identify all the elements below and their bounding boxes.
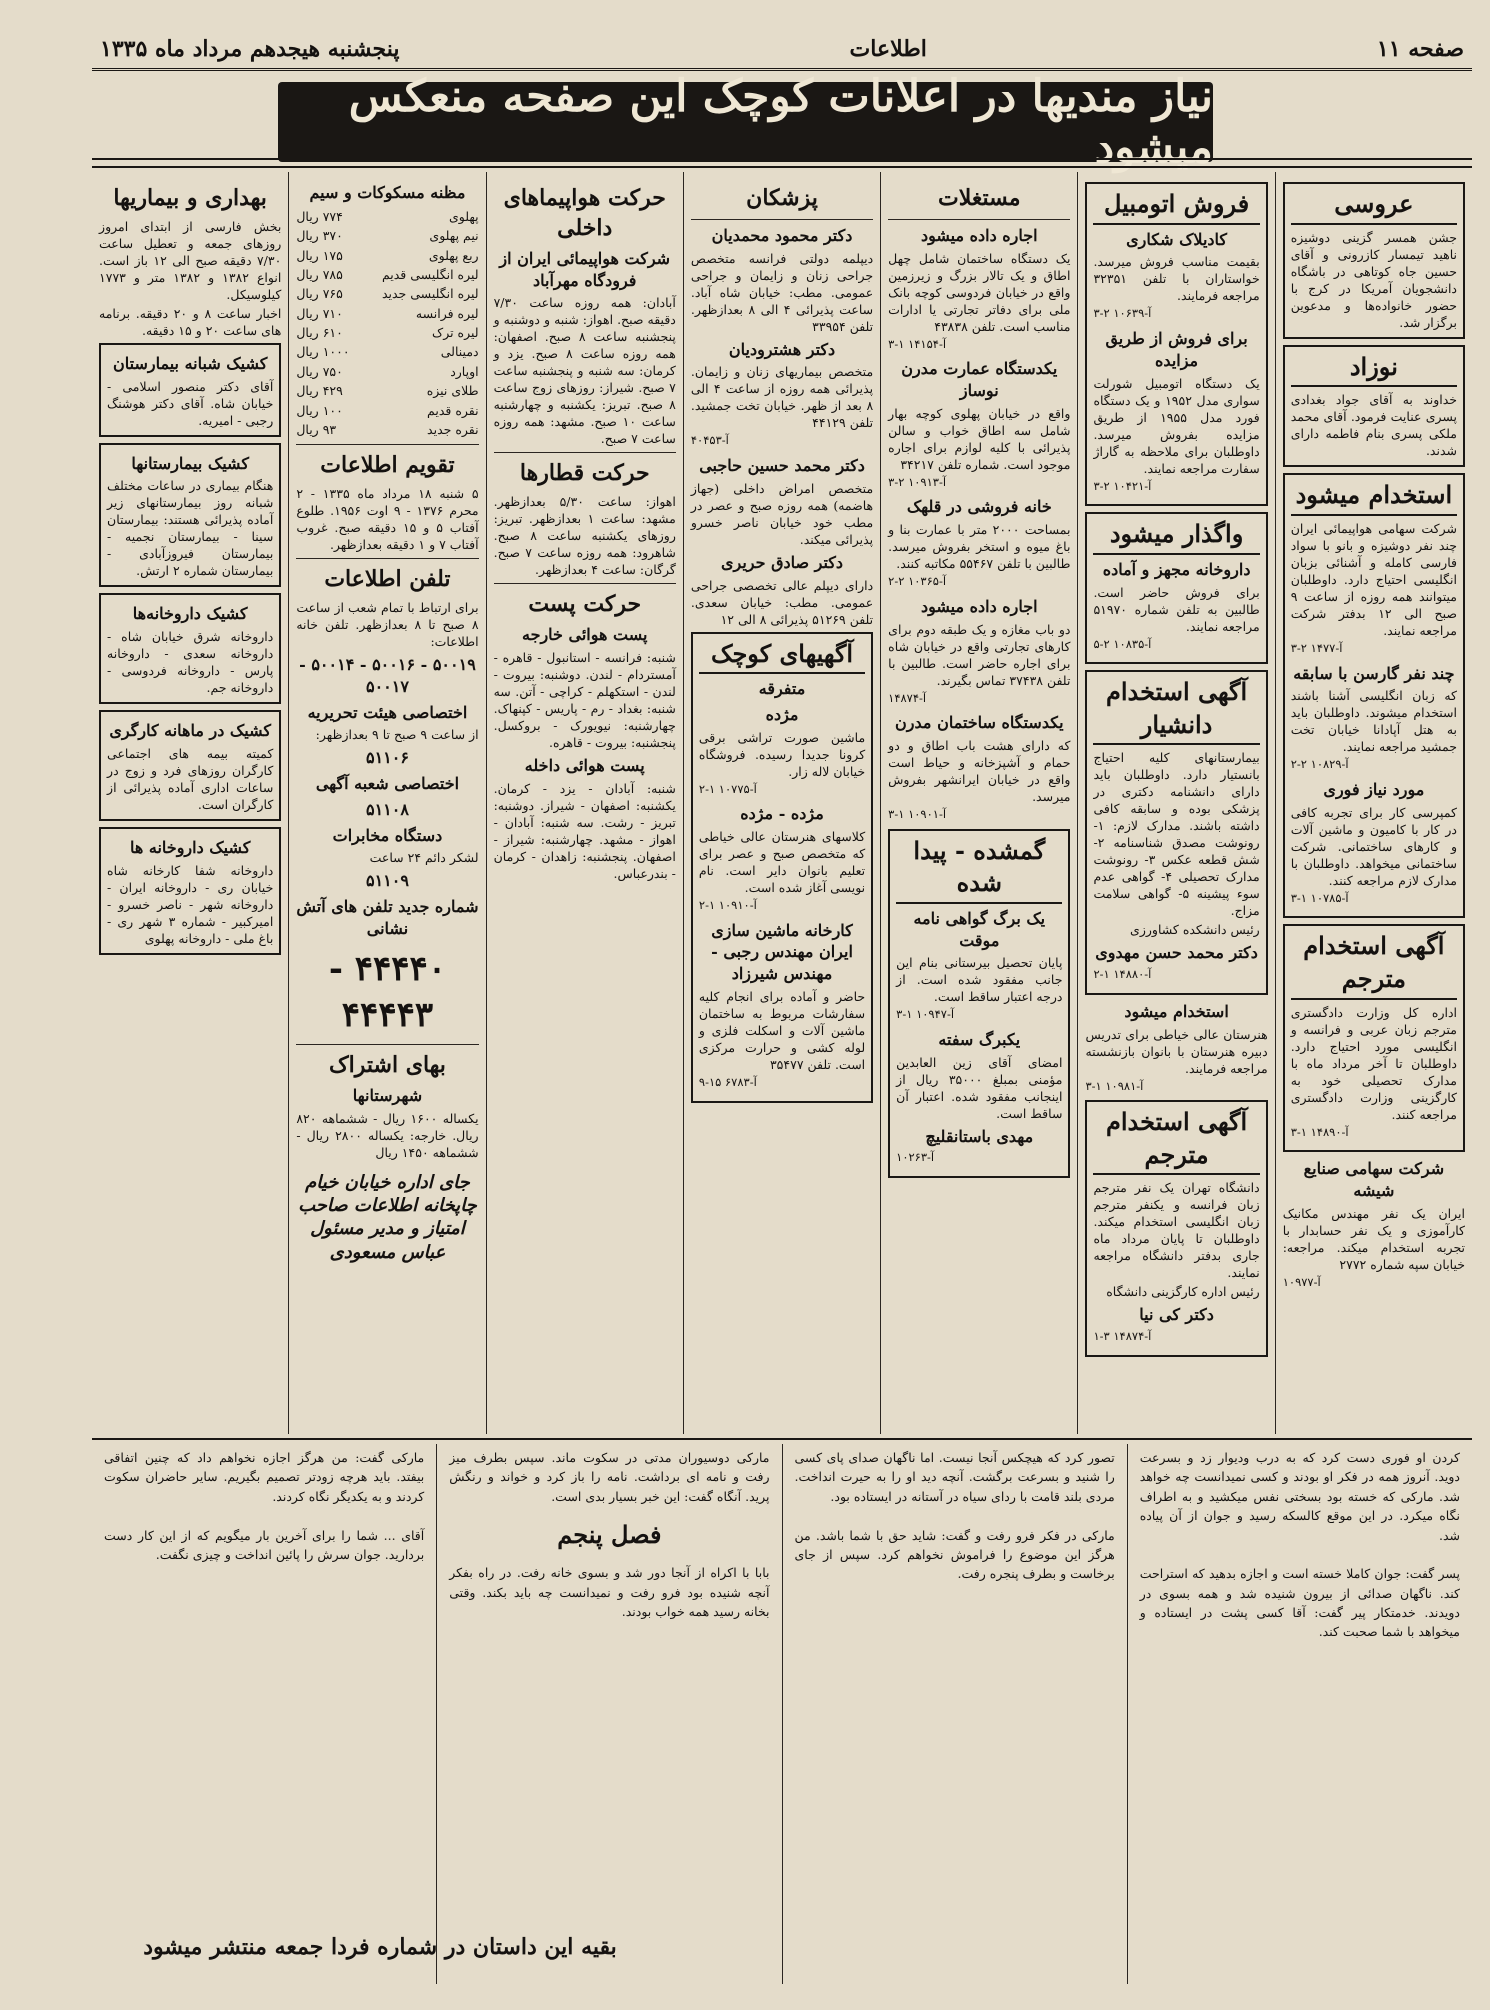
story-paragraph: مارکی دوسیوران مدتی در سکوت ماند. سپس بطرف میز رفت و نامه ای برداشت. نامه را باز کرد و خواند و رنگش پرید. آنگاه گفت: این خبر بسیار بدی است. <box>449 1450 770 1504</box>
column-rates-info <box>288 172 485 1434</box>
divider <box>494 452 676 453</box>
wedding-text: جشن همسر گزینی دوشیزه ناهید تیمسار کازرونی و آقای حسین جاه کوتاهی در باشگاه دانشجویان آمریکا در کرج با حضور خانواده‌ها و مدعوین برگزار شد. <box>1290 229 1457 330</box>
column-health <box>92 172 288 1434</box>
coin-rate-row <box>296 362 478 381</box>
garson-text: که زبان انگلیسی آشنا باشند استخدام میشوند. داوطلبان باید به هتل آپادانا خیابان تخت جمشید مراجعه نمایند. <box>1290 688 1457 755</box>
column-doctors <box>683 172 880 1434</box>
coin-rate-row <box>296 265 478 284</box>
ad-ref: آ-۴۰۴۵۳ <box>690 433 729 448</box>
realestate-title: مستغلات <box>938 185 1021 211</box>
night-shift-title: کشیک شبانه بیمارستان <box>113 353 268 373</box>
pharmacy-text: برای فروش حاضر است. طالبین به تلفن شماره ۵۱۹۷۰ مراجعه نمایند. <box>1093 584 1260 634</box>
coin-rate-row <box>296 420 478 439</box>
car-ad-title: کادیلاک شکاری <box>1126 229 1228 249</box>
hospitals-box <box>99 443 281 588</box>
certificate-text: پایان تحصیل بیرستانی بنام این جانب مفقود شده است. از درجه اعتبار ساقط است. <box>896 955 1063 1005</box>
story-column <box>92 1444 436 1984</box>
subscription-text: یکساله ۱۶۰۰ ریال - ششماهه ۸۲۰ ریال. خارجه: یکساله ۲۸۰۰ ریال - ششماهه ۱۴۵۰ ریال <box>296 1110 479 1160</box>
story-paragraph: مارکی در فکر فرو رفت و گفت: شاید حق با شما باشد. من هرگز این موضوع را فراموش نخواهم کرد. سپس از جای برخاست و بطرف پنجره رفت. <box>794 1527 1115 1582</box>
coin-value: ۶۱۰ ریال <box>296 325 343 340</box>
birth-title: نوزاد <box>1291 351 1457 388</box>
rent2-text: دو باب مغازه و یک طبقه دوم برای کارهای تجارتی واقع در خیابان شاه برای اجاره حاضر است. طالبین با تلفن ۳۷۴۳۸ تماس بگیرند. <box>888 621 1071 688</box>
coin-rate-row <box>296 381 478 400</box>
cars-title: فروش اتومبیل <box>1093 188 1259 225</box>
transfer-box <box>1085 512 1267 664</box>
post-title: حرکت پست <box>528 591 642 618</box>
coin-name: طلای نیزه <box>426 383 479 399</box>
ad-ref: آ-۱۰۹۸۱ ۱-۳ <box>1085 1078 1144 1093</box>
wedding-box <box>1283 182 1465 339</box>
classifieds-banner: نیاز مندیها در اعلانات کوچک این صفحه منعکس میشود <box>278 82 1213 162</box>
ad-ref: آ-۱۰۸۳۵ ۲-۵ <box>1093 636 1152 651</box>
urgent-text: کمپرسی کار برای تجربه کافی در کار با کامیون و ماشین آلات و کارهای ساختمانی. شرکت ساختمانی میخواهد. داوطلبان با مدارک لازم مراجعه کنند. <box>1290 804 1457 888</box>
factory-title: کارخانه ماشین سازی ایران مهندس رجبی - مهندس شیرزاد <box>711 920 853 984</box>
modern-building-title: یکدستگاه عمارت مدرن نوساز <box>901 359 1058 401</box>
airline-title: شرکت هواپیمائی ایران از فرودگاه مهرآباد <box>499 248 671 290</box>
doctors-title: پزشکان <box>746 185 818 211</box>
divider <box>494 583 676 584</box>
coin-name: اوپارد <box>450 363 479 379</box>
promissory-text: امضای آقای زین العابدین مؤمنی بمبلغ ۳۵۰۰۰ ریال از اینجانب مفقود شده. اعتبار آن ساقط است. <box>896 1054 1063 1121</box>
ad-ref: آ-۱۰۹۷۷ <box>1282 1274 1321 1289</box>
divider <box>296 444 478 445</box>
ad-ref: آ-۱۰۹۱۰ ۱-۲ <box>698 898 757 913</box>
hospitals-text: هنگام بیماری در ساعات مختلف شبانه روز بیمارستانهای زیر آماده پذیرائی هستند: بیمارستان سینا - بیمارستان نجمیه - بیمارستان فیروزآبادی - بیمارستان شماره ۲ ارتش. <box>107 478 274 579</box>
coin-rate-row <box>296 401 478 420</box>
night-shift-text: آقای دکتر منصور اسلامی - خیابان شاه. آقای دکتر هوشنگ رجبی - امیریه. <box>107 378 274 428</box>
advert-number: ۵۱۱۰۸ <box>365 799 409 819</box>
pharmacies-box <box>99 593 281 704</box>
ad-ref: آ-۱۰۹۰۱ ۱-۳ <box>888 806 947 821</box>
divider <box>691 219 873 220</box>
story-column <box>436 1444 781 1984</box>
car-ad-text: بقیمت مناسب فروش میرسد. خواستاران با تلفن ۳۲۳۵۱ مراجعه فرمایند. <box>1093 254 1260 304</box>
coin-name: ربع پهلوی <box>428 247 479 263</box>
ad-ref: آ-۱۴۸۹۰ ۱-۳ <box>1290 1124 1349 1139</box>
page-header <box>92 30 1472 71</box>
jobs-text: شرکت سهامی هواپیمائی ایران چند نفر دوشیزه و بانو با سواد فارسی کامله و آشنائی بزبان انگلیسی احتیاج دارد. داوطلبان میتوانند همه روزه از ساعت ۹ صبح الی ۱۲ بدفتر شرکت مراجعه نمایند. <box>1290 520 1457 638</box>
assistant-title: آگهی استخدام دانشیار <box>1093 676 1259 745</box>
translator2-signer-role: رئیس اداره کارگزینی دانشگاه <box>1106 1284 1260 1300</box>
coin-name: لیره انگلیسی قدیم <box>381 266 479 282</box>
coin-rate-row <box>296 323 478 342</box>
subscription-title: بهای اشتراک <box>328 1052 446 1079</box>
building-text: که دارای هشت باب اطاق و دو حمام و آشپزخانه و حیاط است واقع در خیابان ایرانشهر بفروش میرسد. <box>888 737 1071 804</box>
telecom-sub: لشکر دائم ۲۴ ساعت <box>369 850 479 866</box>
pharmacies-text: داروخانه شرق خیابان شاه - داروخانه سعدی - داروخانه پارس - داروخانه فردوسی - داروخانه جم. <box>107 629 274 696</box>
coin-rate-row <box>296 246 478 265</box>
assistant-signer: دکتر محمد حسن مهدوی <box>1095 943 1258 963</box>
ad-ref: آ-۶۷۸۳ ۱۵-۹ <box>698 1074 757 1089</box>
translator-box <box>1283 924 1465 1152</box>
ad-ref: آ-۱۰۲۶۳ <box>896 1150 935 1165</box>
coin-rate-row <box>296 226 478 245</box>
story-continued-note: بقیه این داستان در شماره فردا جمعه منتشر میشود <box>143 1934 617 1960</box>
translator2-title: آگهی استخدام مترجم <box>1093 1106 1259 1175</box>
foreign-post-text: شنبه: فرانسه - استانبول - قاهره - آمستردام - لندن. دوشنبه: بیروت - لندن - استکهلم - کراچی - آتن. سه شنبه: بغداد - رم - پاریس - کپنهاک. چهارشنبه: نیویورک - بروکسل. پنجشنبه: بیروت - قاهره. <box>493 649 676 750</box>
foreign-post-title: پست هوائی خارجه <box>521 625 648 645</box>
coin-value: ۷۸۵ ریال <box>296 266 343 282</box>
editorial-title: اختصاصی هیئت تحریریه <box>307 702 468 722</box>
ad-ref: آ-۱۴۸۸۰ ۱-۲ <box>1093 967 1152 982</box>
coin-name: نقره جدید <box>427 421 479 437</box>
translator2-box <box>1085 1100 1267 1357</box>
coin-value: ۱۰۰۰ ریال <box>296 344 350 360</box>
column-cars <box>1077 172 1274 1434</box>
jobs-title: استخدام میشود <box>1291 479 1457 516</box>
publisher-signature: جای اداره خیابان خیام چاپخانه اطلاعات صاحب امتیاز و مدیر مسئول عباس مسعودی <box>298 1171 477 1263</box>
coin-value: ۹۳ ریال <box>296 421 337 437</box>
coin-name: نقره قدیم <box>427 402 479 418</box>
coin-name: دمینالی <box>440 344 479 360</box>
good-news2-text: کلاسهای هنرستان عالی خیاطی که متخصص صبح و عصر برای تعلیم بانوان دایر است. نام نویسی آغاز شده است. <box>698 829 866 896</box>
coin-value: ۷۶۵ ریال <box>296 286 343 302</box>
pharmacies2-box <box>99 827 281 955</box>
coin-value: ۷۱۰ ریال <box>296 305 343 321</box>
factory-text: حاضر و آماده برای انجام کلیه سفارشات مربوط به ساختمان ماشین آلات و اسکلت فلزی و لوله کشی و حرارت مرکزی است. تلفن ۳۵۴۷۷ <box>698 988 866 1072</box>
ad-ref: آ-۱۰۷۸۵ ۱-۳ <box>1290 890 1349 905</box>
promissory-title: یکبرگ سفته <box>938 1029 1021 1049</box>
ad-ref: آ-۱۰۳۶۵ ۲-۲ <box>888 574 947 589</box>
good-news-text: ماشین صورت تراشی برقی کرونا جدیدا رسیده. فروشگاه خیابان لاله زار. <box>698 729 866 779</box>
rent-title: اجاره داده میشود <box>920 225 1038 245</box>
doctor-name: دکتر محمد حسین حاجبی <box>699 456 865 476</box>
phone-text: برای ارتباط با تمام شعب از ساعت ۸ صبح تا ۸ بعدازظهر. تلفن خانه اطلاعات: <box>296 600 479 650</box>
doctor-text: متخصص امراض داخلی (جهاز هاضمه) همه روزه صبح و عصر در مطب خود خیابان ناصر خسرو پذیرائی میکند. <box>690 480 874 547</box>
coin-rates-title: مظنه مسکوکات و سیم <box>309 183 466 202</box>
birth-text: خداوند به آقای جواد بغدادی پسری عنایت فرمود. آقای محمد ملکی پسری بنام فاطمه دارای شدند. <box>1290 392 1457 459</box>
flights-text: آبادان: همه روزه ساعت ۷/۳۰ دقیقه صبح. اهواز: شنبه و دوشنبه و پنجشنبه ساعت ۸ صبح. اصفهان: همه روزه ساعت ۸ صبح. یزد و کرمان: سه شنبه و پنجشنبه ساعت ۷ صبح. شیراز: روزهای زوج ساعت ۸ صبح. تبریز: یکشنبه و چهارشنبه ساعت ۱۰ صبح. مشهد: همه روزه ساعت ۷ صبح. <box>493 295 676 447</box>
trains-text: اهواز: ساعت ۵/۳۰ بعدازظهر. مشهد: ساعت ۱ بعدازظهر. تبریز: روزهای یکشنبه ساعت ۸ صبح. شاهرود: همه روزه ساعت ۷ صبح. گرگان: ساعت ۴ بعدازظهر. <box>493 494 676 578</box>
page-number: صفحه ۱۱ <box>1376 36 1464 62</box>
story-divider <box>92 1438 1472 1440</box>
good-news2-title: مژده - مژده <box>740 804 824 824</box>
chapter-title: فصل پنجم <box>557 1520 662 1550</box>
editorial-number: ۵۱۱۰۶ <box>365 748 409 768</box>
fire-number: ۴۴۴۴۰ - ۴۴۴۴۳ <box>328 948 447 1035</box>
birth-box <box>1283 345 1465 468</box>
issue-date: پنجشنبه هیجدهم مرداد ماه ۱۳۳۵ <box>100 36 400 62</box>
ad-ref: آ-۱۴۸۷۴ ۳-۱ <box>1093 1329 1152 1344</box>
health-text: بخش فارسی از ابتدای امروز روزهای جمعه و تعطیل ساعت ۷/۳۰ دقیقه صبح الی ۱۲ باز است. انواع ۱۳۸۲ و ۱۳۸۲ متر و ۱۷۷۳ کیلوسیکل. <box>99 218 282 302</box>
health-title: بهداری و بیماریها <box>113 185 267 211</box>
promissory-signer: مهدی باستانقلیچ <box>925 1126 1034 1146</box>
house-sale-text: بمساحت ۲۰۰۰ متر با عمارت بنا و باغ میوه و استخر بفروش میرسد. طالبین با تلفن ۵۵۴۶۷ مکاتبه کنند. <box>888 522 1071 572</box>
divider <box>888 219 1070 220</box>
assistant-signer-role: رئیس دانشکده کشاورزی <box>1130 922 1260 938</box>
glass-title: شرکت سهامی صنایع شیشه <box>1303 1159 1445 1200</box>
labor-title: کشیک در ماهانه کارگری <box>109 721 271 741</box>
fire-title: شماره جدید تلفن های آتش نشانی <box>296 897 479 938</box>
flights-title: حرکت هواپیماهای داخلی <box>503 185 666 241</box>
night-shift-box <box>99 343 281 437</box>
domestic-post-text: شنبه: آبادان - یزد - کرمان. یکشنبه: اصفهان - شیراز. دوشنبه: تبریز - رشت. سه شنبه: آبادان - اهواز - مشهد. چهارشنبه: شیراز - اصفهان. پنجشنبه: زاهدان - کرمان - بندرعباس. <box>493 780 676 881</box>
editorial-text: از ساعت ۹ صبح تا ۹ بعدازظهر: <box>315 727 479 743</box>
advert-title: اختصاصی شعبه آگهی <box>315 774 460 794</box>
column-real-estate <box>880 172 1077 1434</box>
modern-building-text: واقع در خیابان پهلوی کوچه بهار شامل سه اطاق خواب و سالن پذیرائی با کلیه لوازم برای اجاره موجود است. شماره تلفن ۳۴۲۱۷ <box>888 405 1071 472</box>
phone-title: تلفن اطلاعات <box>324 566 451 593</box>
translator-text: اداره کل وزارت دادگستری مترجم زبان عربی و فرانسه و انگلیسی مورد احتیاج دارد. داوطلبان تا آخر مرداد ماه با مدارک تحصیلی خود به کارگزینی وزارت دادگستری مراجعه کنند. <box>1290 1004 1457 1122</box>
rent-text: یک دستگاه ساختمان شامل چهل اطاق و یک تالار بزرگ و زیرزمین واقع در خیابان فردوسی کوچه بانک ملی برای دفاتر تجارتی یا ادارات مناسب است. تلفن ۴۳۸۳۸ <box>888 250 1071 334</box>
trains-title: حرکت قطارها <box>519 460 650 487</box>
ad-ref: آ-۱۴۱۵۴ ۱-۳ <box>888 336 947 351</box>
banner-rule <box>92 158 1472 168</box>
auction-text: یک دستگاه اتومبیل شورلت سواری مدل ۱۹۵۲ و یک دستگاه فورد مدل ۱۹۵۵ از طریق مزایده بفروش میرسد. داوطلبان برای ملاحظه به گاراژ سفارت مراجعه نمایند. <box>1093 375 1260 476</box>
doctor-text: دارای دیپلم عالی تخصصی جراحی عمومی. مطب: خیابان سعدی. تلفن ۵۱۲۶۹ پذیرائی ۸ الی ۱۲ <box>690 577 874 627</box>
transfer-title: واگذار میشود <box>1093 518 1259 555</box>
coin-rate-row <box>296 207 478 226</box>
lost-found-title: گمشده - پیدا شده <box>896 835 1062 904</box>
pharmacies-title: کشیک داروخانه‌ها <box>132 604 248 624</box>
labor-text: کمیته بیمه های اجتماعی کارگران روزهای فرد و زوج در ساعات اداری آماده پذیرائی از کارگران است. <box>107 745 274 812</box>
certificate-title: یک برگ گواهی نامه موقت <box>913 908 1046 950</box>
coin-rate-row <box>296 284 478 303</box>
column-personal-jobs <box>1275 172 1472 1434</box>
coin-value: ۳۷۰ ریال <box>296 228 343 244</box>
doctor-name: دکتر صادق حریری <box>720 552 844 572</box>
doctor-text: متخصص بیماریهای زنان و زایمان. پذیرائی همه روزه از ساعت ۴ الی ۸ بعد از ظهر. خیابان تخت جمشید. تلفن ۴۴۱۲۹ <box>690 364 874 431</box>
story-paragraph: کردن او فوری دست کرد که به درب ودیوار زد و بسرعت دوید. آنروز همه در فکر او بودند و کسی نمیدانست چه خواهد شد. مارکی که خسته بود بسختی نفس میکشید و به اطراف نگاه میکرد. در این موقع کالسکه رسید و جوان از آن پیاده شد. <box>1139 1450 1460 1543</box>
divider <box>296 558 478 559</box>
coin-name: نیم پهلوی <box>429 228 479 244</box>
hiring-title: استخدام میشود <box>1124 1001 1229 1021</box>
doctor-name: دکتر هشترودیان <box>728 339 836 359</box>
coin-name: لیره فرانسه <box>415 305 479 321</box>
assistant-text: بیمارستانهای کلیه احتیاج بانستیار دارد. داوطلبان باید دارای دانشنامه دکتری در پزشکی بوده و سابقه کافی داشته باشند. مدارک لازم: ۱- رونوشت مصدق شناسنامه ۲- شش قطعه عکس ۳- رونوشت مدارک تحصیلی ۴- گواهی عدم سوء پیشینه ۵- گواهی سلامت مزاج. <box>1093 750 1260 919</box>
small-ads-title: آگهیهای کوچک <box>699 638 865 675</box>
glass-text: ایران یک نفر مهندس مکانیک کارآموزی و یک نفر حسابدار با تجربه استخدام میکند. مراجعه: خیابان سپه شماره ۲۷۷۲ <box>1282 1205 1465 1272</box>
ad-ref: آ-۱۰۴۲۱ ۲-۳ <box>1093 478 1152 493</box>
telecom-title: دستگاه مخابرات <box>332 825 443 845</box>
serial-story <box>92 1444 1472 1984</box>
telecom-number: ۵۱۱۰۹ <box>365 871 409 891</box>
translator2-signer: دکتر کی نیا <box>1139 1305 1214 1325</box>
translator2-text: دانشگاه تهران یک نفر مترجم زبان فرانسه و یکنفر مترجم زبان انگلیسی استخدام میکند. داوطلبان تا پایان مرداد ماه جاری بدفتر دانشگاه مراجعه نمایند. <box>1093 1180 1260 1281</box>
labor-box <box>99 710 281 821</box>
assistant-box <box>1085 670 1267 995</box>
story-paragraph: آقای ... شما را برای آخرین بار میگویم که از این کار دست بردارید. جوان سرش را پائین انداخت و چیزی نگفت. <box>104 1527 425 1562</box>
rent2-title: اجاره داده میشود <box>920 596 1038 616</box>
story-paragraph: تصور کرد که هیچکس آنجا نیست. اما ناگهان صدای پای کسی را شنید و بسرعت برگشت. آنچه دید او را به حیرت انداخت. مردی بلند قامت با ردای سیاه در آستانه در ایستاده بود. <box>794 1450 1115 1504</box>
pharmacies2-title: کشیک داروخانه ها <box>130 837 251 857</box>
calendar-text: ۵ شنبه ۱۸ مرداد ماه ۱۳۳۵ - ۲ محرم ۱۳۷۶ - ۹ اوت ۱۹۵۶. طلوع آفتاب ۵ و ۱۵ دقیقه صبح. غروب آفتاب ۷ و ۱ دقیقه بعدازظهر. <box>296 486 479 553</box>
divider <box>296 1044 478 1045</box>
ad-ref: آ-۱۰۹۱۳ ۲-۳ <box>888 474 947 489</box>
small-ads-box <box>691 632 873 1103</box>
phone-numbers: ۵۰۰۱۹ - ۵۰۰۱۶ - ۵۰۰۱۴ - ۵۰۰۱۷ <box>299 655 476 696</box>
garson-title: چند نفر گارسن با سابقه <box>1293 663 1455 683</box>
story-paragraph: بابا با اکراه از آنجا دور شد و بسوی خانه رفت. در راه بفکر آنچه شنیده بود فرو رفت و نمیدانست چه باید بکند. وقتی بخانه رسید همه خواب بودند. <box>449 1565 770 1620</box>
ad-ref: آ-۱۴۷۷ ۲-۳ <box>1290 640 1343 655</box>
coin-value: ۱۰۰ ریال <box>296 402 343 418</box>
health-text2: اخبار ساعت ۸ و ۲۰ دقیقه. برنامه های ساعت ۲۰ و ۱۵ دقیقه. <box>99 305 282 338</box>
ad-ref: آ-۱۰۷۷۵ ۱-۲ <box>698 781 757 796</box>
coin-name: لیره انگلیسی جدید <box>381 286 479 302</box>
coin-rate-row <box>296 342 478 361</box>
domestic-post-title: پست هوائی داخله <box>524 755 645 775</box>
jobs-box <box>1283 473 1465 918</box>
doctor-text: دیپلمه دولتی فرانسه متخصص جراحی زنان و زایمان و جراحی عمومی. مطب: خیابان شاه آباد. ساعت پذیرائی ۴ الی ۸ بعدازظهر. تلفن ۳۳۹۵۴ <box>690 250 874 334</box>
coin-rate-row <box>296 304 478 323</box>
building-title: یکدستگاه ساختمان مدرن <box>895 713 1064 733</box>
ad-ref: آ-۱۰۶۳۹ ۲-۳ <box>1093 306 1152 321</box>
story-column <box>782 1444 1127 1984</box>
hiring-text: هنرستان عالی خیاطی برای تدریس دبیره هنرستان با بانوان بازنشسته مراجعه فرمایند. <box>1085 1026 1268 1076</box>
calendar-title: تقویم اطلاعات <box>320 452 455 479</box>
coin-value: ۷۵۰ ریال <box>296 363 343 379</box>
urgent-title: مورد نیاز فوری <box>1323 779 1425 799</box>
classifieds-columns <box>92 172 1472 1434</box>
paper-name: اطلاعات <box>849 36 927 62</box>
story-paragraph: پسر گفت: جوان کاملا خسته است و اجازه بدهید که استراحت کند. ناگهان صدائی از بیرون شنیده شد و همه بسوی در دویدند. خدمتکار پیر گفت: آقا کسی پشت در ایستاده و میخواهد با شما صحبت کند. <box>1139 1566 1460 1640</box>
ad-ref: آ-۱۴۸۷۴ <box>888 690 927 705</box>
cars-box <box>1085 182 1267 506</box>
auction-title: برای فروش از طریق مزایده <box>1105 329 1248 370</box>
house-sale-title: خانه فروشی در قلهک <box>906 497 1052 517</box>
coin-value: ۷۷۴ ریال <box>296 208 343 224</box>
doctor-name: دکتر محمود محمدیان <box>711 225 853 245</box>
pharmacy-title: داروخانه مجهز و آماده <box>1102 559 1251 579</box>
translator-title: آگهی استخدام مترجم <box>1291 930 1457 999</box>
misc-title: متفرقه <box>758 679 806 699</box>
lost-found-box <box>888 829 1070 1179</box>
coin-rates-table <box>296 207 478 440</box>
hospitals-title: کشیک بیمارستانها <box>131 453 249 473</box>
column-transport <box>486 172 683 1434</box>
story-column <box>1127 1444 1472 1984</box>
story-paragraph: مارکی گفت: من هرگز اجازه نخواهم داد که چنین اتفاقی بیفتد. باید هرچه زودتر تصمیم بگیریم. سایر حاضران سکوت کردند و به یکدیگر نگاه کردند. <box>104 1450 425 1504</box>
coin-value: ۱۷۵ ریال <box>296 247 343 263</box>
coin-name: پهلوی <box>448 208 479 224</box>
pharmacies2-text: داروخانه شفا کارخانه شاه خیابان ری - داروخانه ایران - داروخانه شهر - ناصر خسرو - امیرکبیر - شماره ۳ شهر ری - باغ ملی - داروخانه پهلوی <box>107 862 274 946</box>
coin-value: ۴۲۹ ریال <box>296 383 343 399</box>
coin-name: لیره ترک <box>432 325 479 340</box>
good-news-title: مژده <box>765 704 799 724</box>
wedding-title: عروسی <box>1291 188 1457 225</box>
ad-ref: آ-۱۰۹۴۷ ۱-۳ <box>896 1007 955 1022</box>
ad-ref: آ-۱۰۸۲۹ ۲-۲ <box>1290 757 1349 772</box>
subscription-sub: شهرستانها <box>352 1085 423 1105</box>
